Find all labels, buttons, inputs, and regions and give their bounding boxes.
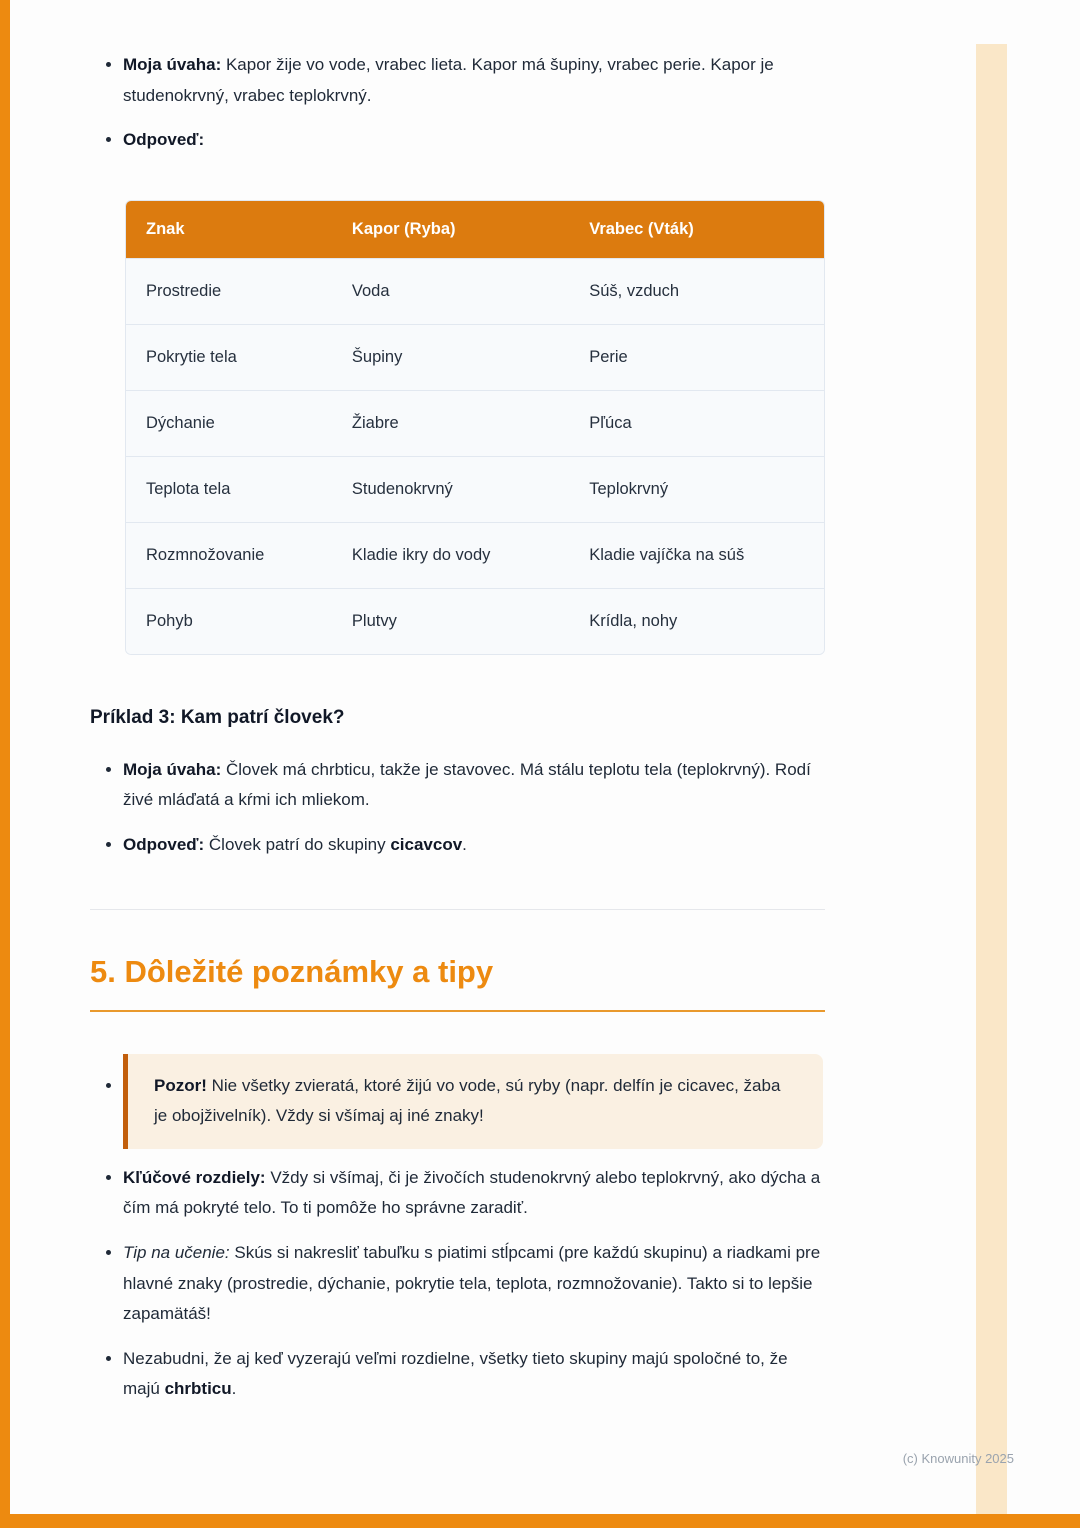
section-divider	[90, 909, 825, 910]
table-cell: Pohyb	[126, 588, 332, 654]
table-cell: Kladie ikry do vody	[332, 522, 569, 588]
comparison-table-wrap	[125, 200, 825, 655]
bullet-nezabudni-bold: chrbticu	[164, 1379, 232, 1399]
comparison-table-head	[126, 201, 824, 259]
bullet-nezabudni-end: .	[231, 1379, 237, 1399]
table-header-znak: Znak	[126, 201, 332, 259]
table-row	[126, 258, 824, 324]
bullet-moja-uvaha-3-text: Človek má chrbticu, takže je stavovec. Má stálu teplotu tela (teplokrvný). Rodí živé mláďatá a kŕmi ich mliekom.	[123, 759, 811, 810]
bullet-tip-na-ucenie	[123, 1238, 825, 1330]
bullet-odpoved	[123, 125, 825, 156]
table-cell: Teplokrvný	[569, 456, 824, 522]
bullet-odpoved-3-bold: cicavcov	[390, 834, 463, 854]
table-cell: Pľúca	[569, 390, 824, 456]
intro-bullet-list	[90, 50, 825, 156]
bullet-moja-uvaha-3	[123, 755, 825, 816]
table-cell: Žiabre	[332, 390, 569, 456]
bullet-klucove-rozdiely-text: Vždy si všímaj, či je živočích studenokrvný alebo teplokrvný, ako dýcha a čím má pokryté telo. To ti pomôže ho správne zaradiť.	[123, 1167, 821, 1218]
table-cell: Pokrytie tela	[126, 324, 332, 390]
bullet-nezabudni-text: Nezabudni, že aj keď vyzerajú veľmi rozdielne, všetky tieto skupiny majú spoločné to, že majú	[123, 1348, 788, 1399]
table-cell: Šupiny	[332, 324, 569, 390]
table-row	[126, 324, 824, 390]
warning-callout	[123, 1054, 823, 1149]
section5-heading: 5. Dôležité poznámky a tipy	[90, 954, 825, 1012]
bullet-tip-na-ucenie-text: Skús si nakresliť tabuľku s piatimi stĺpcami (pre každú skupinu) a riadkami pre hlavné znaky (prostredie, dýchanie, pokrytie tela, teplota, rozmnožovanie). Takto si to lepšie zapamätáš!	[123, 1242, 821, 1324]
bullet-moja-uvaha-3-label: Moja úvaha:	[123, 759, 222, 779]
bullet-callout	[123, 1054, 825, 1149]
comparison-table-body	[126, 258, 824, 654]
page-bottom-accent-bar	[0, 1514, 1080, 1528]
warning-callout-label: Pozor!	[154, 1075, 207, 1095]
table-cell: Plutvy	[332, 588, 569, 654]
table-cell: Voda	[332, 258, 569, 324]
warning-callout-text: Nie všetky zvieratá, ktoré žijú vo vode, sú ryby (napr. delfín je cicavec, žaba je obojživelník). Vždy si všímaj aj iné znaky!	[154, 1075, 781, 1126]
bullet-odpoved-3-text: Človek patrí do skupiny	[204, 834, 391, 854]
bullet-klucove-rozdiely	[123, 1163, 825, 1224]
table-cell: Prostredie	[126, 258, 332, 324]
table-cell: Krídla, nohy	[569, 588, 824, 654]
table-cell: Perie	[569, 324, 824, 390]
bullet-odpoved-3-label: Odpoveď:	[123, 834, 205, 854]
warning-callout-paragraph	[154, 1071, 797, 1132]
table-row	[126, 456, 824, 522]
bullet-odpoved-3-end: .	[462, 834, 467, 854]
bullet-moja-uvaha-text: Kapor žije vo vode, vrabec lieta. Kapor má šupiny, vrabec perie. Kapor je studenokrvný, vrabec teplokrvný.	[123, 55, 774, 105]
table-header-vrabec: Vrabec (Vták)	[569, 201, 824, 259]
table-row	[126, 390, 824, 456]
table-header-row	[126, 201, 824, 259]
comparison-table	[126, 201, 824, 654]
example3-heading: Príklad 3: Kam patrí človek?	[90, 706, 345, 728]
table-cell: Kladie vajíčka na súš	[569, 522, 824, 588]
page-right-decor-band	[976, 44, 1007, 1514]
example3-bullet-list	[90, 755, 825, 861]
bullet-odpoved-label: Odpoveď:	[123, 130, 205, 150]
bullet-moja-uvaha	[123, 50, 825, 111]
bullet-odpoved-3	[123, 830, 825, 861]
table-cell: Teplota tela	[126, 456, 332, 522]
table-cell: Studenokrvný	[332, 456, 569, 522]
table-header-kapor: Kapor (Ryba)	[332, 201, 569, 259]
table-row	[126, 522, 824, 588]
table-row	[126, 588, 824, 654]
bullet-nezabudni	[123, 1344, 825, 1405]
watermark: (c) Knowunity 2025	[902, 1451, 1014, 1466]
table-cell: Rozmnožovanie	[126, 522, 332, 588]
bullet-klucove-rozdiely-label: Kľúčové rozdiely:	[123, 1167, 266, 1187]
bullet-moja-uvaha-label: Moja úvaha:	[123, 55, 222, 74]
section5-bullet-list	[90, 1054, 825, 1405]
bullet-tip-na-ucenie-label: Tip na učenie:	[123, 1242, 230, 1262]
table-cell: Súš, vzduch	[569, 258, 824, 324]
table-cell: Dýchanie	[126, 390, 332, 456]
